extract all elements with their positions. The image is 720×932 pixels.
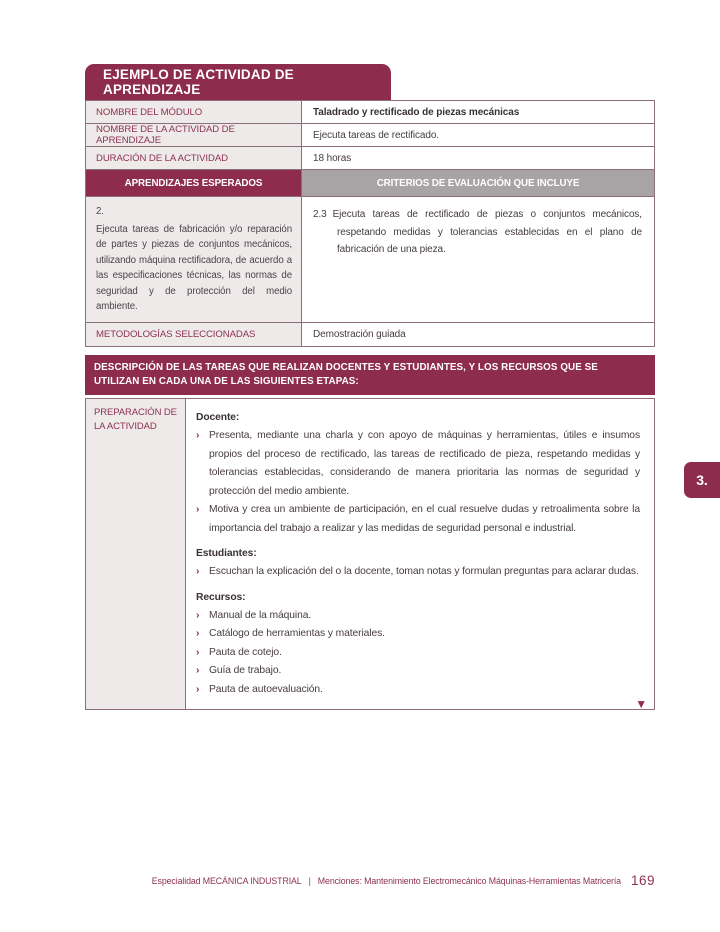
footer-separator: | (308, 875, 311, 886)
methodology-label: METODOLOGÍAS SELECCIONADAS (86, 323, 302, 346)
page-number: 169 (630, 873, 655, 888)
criteria-item (313, 206, 642, 259)
activity-table (85, 100, 655, 347)
methodology-value: Demostración guiada (313, 328, 406, 340)
table-row-activity-name (86, 124, 654, 147)
learning-content-row (86, 197, 654, 323)
students-section-heading: Estudiantes: (196, 548, 257, 560)
preparation-stage-label: PREPARACIÓN DE LA ACTIVIDAD (86, 399, 186, 709)
chevron-bullet-icon: › (196, 430, 200, 442)
module-name-value: Taladrado y rectificado de piezas mecánicas (313, 106, 520, 118)
criteria-number: 2.3 (313, 209, 327, 220)
list-item-text: Manual de la máquina. (209, 609, 312, 621)
module-name-label: NOMBRE DEL MÓDULO (86, 101, 302, 123)
chevron-bullet-icon: › (196, 566, 200, 578)
chevron-bullet-icon: › (196, 628, 200, 640)
chevron-bullet-icon: › (196, 646, 200, 658)
activity-name-value: Ejecuta tareas de rectificado. (313, 129, 439, 141)
table-header-row (86, 170, 654, 197)
table-row-duration (86, 147, 654, 170)
criteria-text: Ejecuta tareas de rectificado de piezas o conjuntos mecánicos, respetando medidas y tolerancias establecidas en el plano de fabricación de una pieza. (332, 209, 642, 255)
evaluation-criteria-header: CRITERIOS DE EVALUACIÓN QUE INCLUYE (302, 170, 654, 196)
list-item (196, 427, 640, 501)
list-item-text: Motiva y crea un ambiente de participación, en el cual resuelve dudas y retroalimenta sobre la importancia del trabajo a realizar y las medidas de seguridad personal e industrial. (209, 504, 640, 534)
continuation-arrow-icon: ▼ (635, 697, 647, 712)
list-item-text: Catálogo de herramientas y materiales. (209, 628, 385, 640)
chevron-bullet-icon: › (196, 504, 200, 516)
page-footer (85, 873, 655, 888)
expected-learning-header: APRENDIZAJES ESPERADOS (86, 170, 302, 196)
list-item (196, 607, 640, 626)
list-item (196, 501, 640, 538)
duration-value: 18 horas (313, 152, 352, 164)
list-item-text: Pauta de autoevaluación. (209, 683, 323, 695)
list-item-text: Guía de trabajo. (209, 665, 282, 677)
evaluation-criteria-cell (302, 197, 654, 322)
expected-learning-number: 2. (96, 206, 104, 217)
resources-section-heading: Recursos: (196, 591, 246, 603)
chapter-tab: 3. (684, 462, 720, 498)
description-banner: DESCRIPCIÓN DE LAS TAREAS QUE REALIZAN DOCENTES Y ESTUDIANTES, Y LOS RECURSOS QUE SE UTILIZAN EN CADA UNA DE LAS SIGUIENTES ETAPAS: (85, 355, 655, 395)
footer-mentions: Menciones: Mantenimiento Electromecánico Máquinas-Herramientas Matricería (317, 875, 621, 886)
document-page (85, 64, 655, 710)
teacher-section-heading: Docente: (196, 412, 240, 424)
chevron-bullet-icon: › (196, 665, 200, 677)
chevron-bullet-icon: › (196, 683, 200, 695)
list-item (196, 644, 640, 663)
list-item (196, 662, 640, 681)
preparation-content (186, 399, 654, 712)
page-title: EJEMPLO DE ACTIVIDAD DE APRENDIZAJE (85, 64, 391, 100)
duration-label: DURACIÓN DE LA ACTIVIDAD (86, 147, 302, 169)
activity-name-label: NOMBRE DE LA ACTIVIDAD DE APRENDIZAJE (86, 124, 302, 146)
chevron-bullet-icon: › (196, 609, 200, 621)
list-item (196, 625, 640, 644)
list-item (196, 563, 640, 582)
table-row-module-name (86, 101, 654, 124)
expected-learning-text: Ejecuta tareas de fabricación y/o reparación de partes y piezas de conjuntos mecánicos, utilizando máquina rectificadora, de acuerdo a las especificaciones técnicas, las normas de seguridad y de protección del medio ambiente. (96, 223, 292, 313)
footer-specialty: Especialidad MECÁNICA INDUSTRIAL (151, 875, 302, 886)
expected-learning-cell (86, 197, 302, 322)
preparation-table (85, 398, 655, 710)
list-item-text: Presenta, mediante una charla y con apoyo de máquinas y herramientas, útiles e insumos propios del proceso de rectificado, las tareas de rectificado de pieza, respetando medidas y tolerancias establecidas, considerando de manera prioritaria las normas de seguridad y protección del medio ambiente. (209, 430, 640, 497)
list-item-text: Pauta de cotejo. (209, 646, 282, 658)
list-item (196, 681, 640, 700)
list-item-text: Escuchan la explicación del o la docente, toman notas y formulan preguntas para aclarar dudas. (209, 566, 639, 578)
table-row-methodology (86, 323, 654, 346)
